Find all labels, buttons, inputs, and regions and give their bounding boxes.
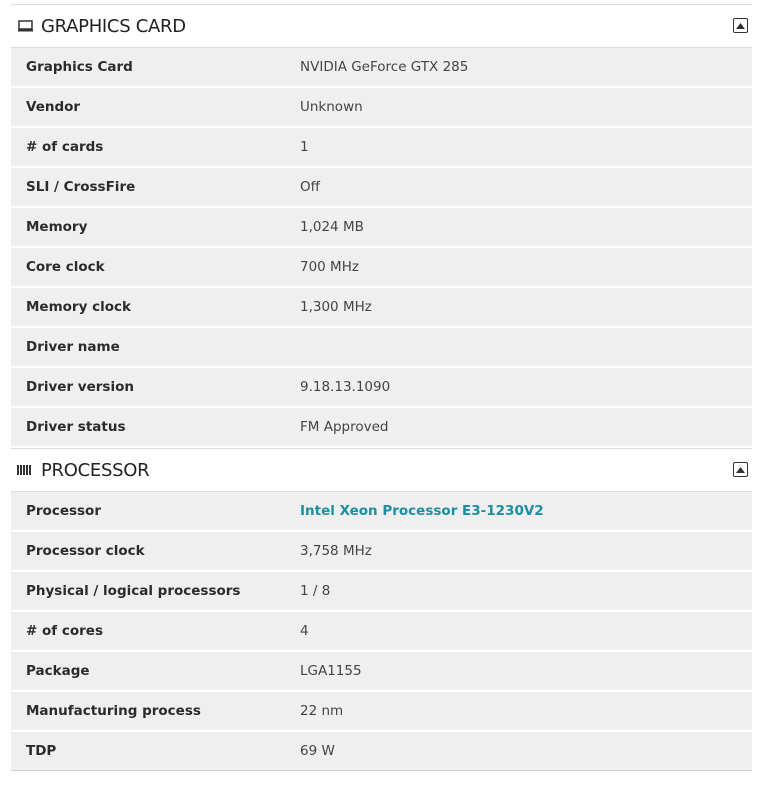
row-label: # of cards xyxy=(26,139,104,155)
row-label: Physical / logical processors xyxy=(26,583,241,599)
system-info-panel xyxy=(11,4,752,771)
row-value: 1 / 8 xyxy=(300,583,331,599)
row-value: Off xyxy=(300,179,320,195)
table-row xyxy=(11,408,752,448)
table-row xyxy=(11,492,752,532)
table-row xyxy=(11,88,752,128)
row-label: TDP xyxy=(26,743,57,759)
row-label: SLI / CrossFire xyxy=(26,179,136,195)
row-value: 1,024 MB xyxy=(300,219,364,235)
monitor-icon xyxy=(17,18,33,34)
row-label: Graphics Card xyxy=(26,59,133,75)
table-row xyxy=(11,48,752,88)
row-label: Driver name xyxy=(26,339,120,355)
row-label: Manufacturing process xyxy=(26,703,201,719)
table-row xyxy=(11,168,752,208)
row-label: Processor xyxy=(26,503,101,519)
row-value: 700 MHz xyxy=(300,259,359,275)
table-row xyxy=(11,572,752,612)
row-value: 22 nm xyxy=(300,703,344,719)
row-label: Memory clock xyxy=(26,299,131,315)
row-label: Memory xyxy=(26,219,88,235)
collapse-icon[interactable] xyxy=(733,462,748,477)
row-label: Package xyxy=(26,663,90,679)
table-row xyxy=(11,208,752,248)
cpu-icon xyxy=(17,462,33,478)
processor-header xyxy=(11,448,752,492)
row-label: # of cores xyxy=(26,623,103,639)
row-value: NVIDIA GeForce GTX 285 xyxy=(300,59,469,75)
table-row xyxy=(11,732,752,771)
row-value: 1 xyxy=(300,139,309,155)
row-label: Vendor xyxy=(26,99,81,115)
table-row xyxy=(11,652,752,692)
processor-table xyxy=(11,492,752,771)
table-row xyxy=(11,612,752,652)
table-row xyxy=(11,368,752,408)
table-row xyxy=(11,128,752,168)
graphics-card-header xyxy=(11,4,752,48)
row-label: Processor clock xyxy=(26,543,145,559)
table-row xyxy=(11,532,752,572)
collapse-icon[interactable] xyxy=(733,18,748,33)
row-value: 9.18.13.1090 xyxy=(300,379,391,395)
table-row xyxy=(11,692,752,732)
table-row xyxy=(11,328,752,368)
graphics-card-table xyxy=(11,48,752,448)
processor-link[interactable]: Intel Xeon Processor E3-1230V2 xyxy=(300,503,544,519)
processor-title: PROCESSOR xyxy=(41,459,150,481)
row-value: Unknown xyxy=(300,99,363,115)
row-value: 3,758 MHz xyxy=(300,543,372,559)
graphics-card-title: GRAPHICS CARD xyxy=(41,15,186,37)
table-row xyxy=(11,248,752,288)
row-value: LGA1155 xyxy=(300,663,362,679)
row-value: 4 xyxy=(300,623,309,639)
row-label: Core clock xyxy=(26,259,105,275)
table-row xyxy=(11,288,752,328)
row-value: FM Approved xyxy=(300,419,389,435)
row-value: 1,300 MHz xyxy=(300,299,372,315)
row-value: 69 W xyxy=(300,743,335,759)
row-label: Driver status xyxy=(26,419,126,435)
row-label: Driver version xyxy=(26,379,134,395)
